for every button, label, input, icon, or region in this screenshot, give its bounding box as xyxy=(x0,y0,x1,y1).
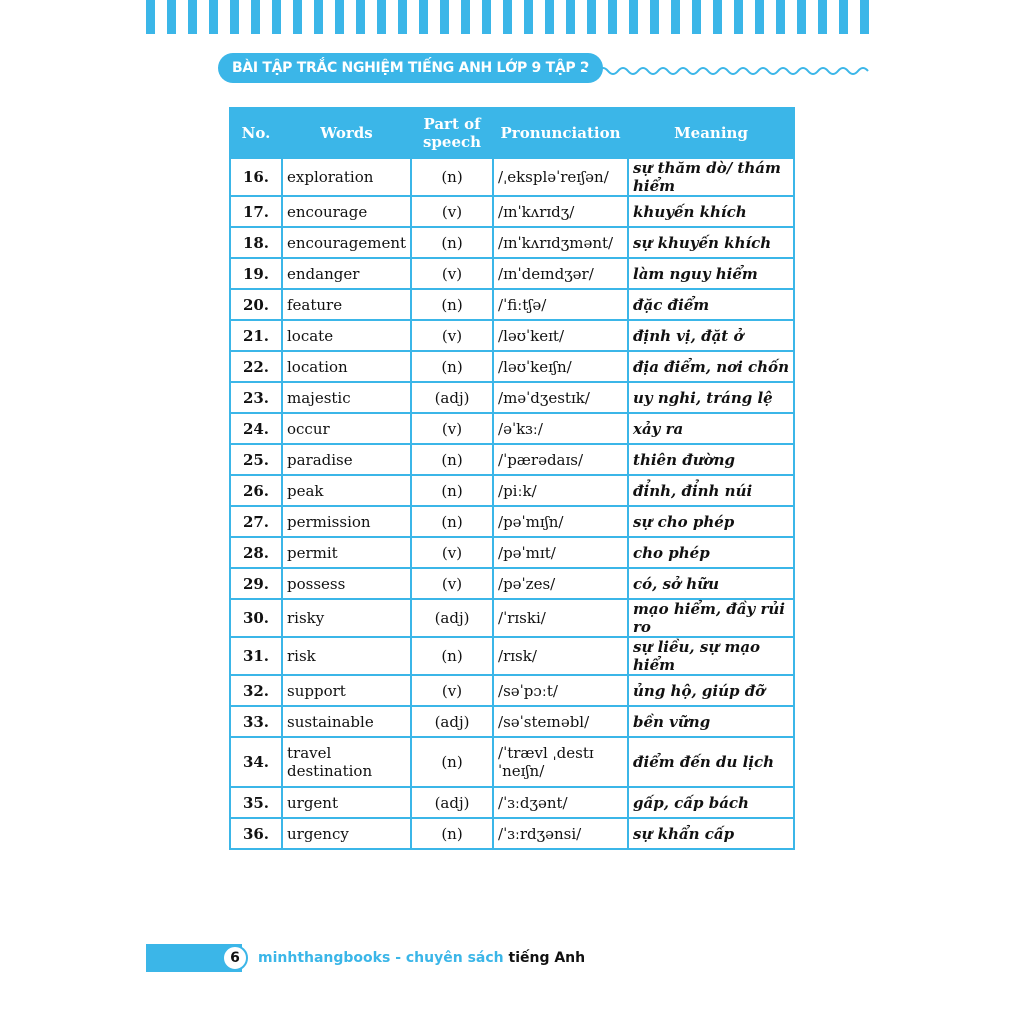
cell-meaning: uy nghi, tráng lệ xyxy=(628,382,794,413)
cell-part-of-speech: (n) xyxy=(411,637,493,675)
cell-part-of-speech: (v) xyxy=(411,196,493,227)
cell-pronunciation: /əˈkɜː/ xyxy=(493,413,628,444)
cell-meaning: có, sở hữu xyxy=(628,568,794,599)
table-row xyxy=(230,351,794,382)
cell-meaning: sự liều, sự mạo hiểm xyxy=(628,637,794,675)
cell-part-of-speech: (n) xyxy=(411,444,493,475)
cell-word: permission xyxy=(282,506,411,537)
cell-word: encouragement xyxy=(282,227,411,258)
cell-part-of-speech: (v) xyxy=(411,258,493,289)
table-row xyxy=(230,158,794,196)
cell-meaning: sự thăm dò/ thám hiểm xyxy=(628,158,794,196)
cell-pronunciation: /məˈdʒestɪk/ xyxy=(493,382,628,413)
cell-word: location xyxy=(282,351,411,382)
cell-meaning: mạo hiểm, đầy rủi ro xyxy=(628,599,794,637)
table-row xyxy=(230,706,794,737)
cell-meaning: điểm đến du lịch xyxy=(628,737,794,787)
top-stripes-decoration xyxy=(146,0,874,34)
cell-part-of-speech: (adj) xyxy=(411,382,493,413)
cell-pronunciation: /ləʊˈkeɪt/ xyxy=(493,320,628,351)
cell-pronunciation: /rɪsk/ xyxy=(493,637,628,675)
cell-part-of-speech: (n) xyxy=(411,227,493,258)
cell-meaning: đỉnh, đỉnh núi xyxy=(628,475,794,506)
cell-word: exploration xyxy=(282,158,411,196)
cell-no: 30. xyxy=(230,599,282,637)
table-row xyxy=(230,227,794,258)
cell-meaning: sự khuyến khích xyxy=(628,227,794,258)
table-row xyxy=(230,568,794,599)
cell-word: paradise xyxy=(282,444,411,475)
footer-brand-suffix: tiếng Anh xyxy=(508,950,586,966)
cell-no: 34. xyxy=(230,737,282,787)
cell-word: majestic xyxy=(282,382,411,413)
cell-no: 20. xyxy=(230,289,282,320)
cell-no: 19. xyxy=(230,258,282,289)
page-number: 6 xyxy=(222,945,248,971)
cell-meaning: sự khẩn cấp xyxy=(628,818,794,849)
cell-pronunciation: /səˈsteɪnəbl/ xyxy=(493,706,628,737)
cell-word: risky xyxy=(282,599,411,637)
table-row xyxy=(230,444,794,475)
cell-pronunciation: /pəˈmɪʃn/ xyxy=(493,506,628,537)
table-row xyxy=(230,737,794,787)
cell-meaning: bền vững xyxy=(628,706,794,737)
cell-part-of-speech: (n) xyxy=(411,351,493,382)
cell-no: 24. xyxy=(230,413,282,444)
cell-no: 33. xyxy=(230,706,282,737)
cell-word: feature xyxy=(282,289,411,320)
cell-pronunciation: /ˈtrævl ˌdestɪˈneɪʃn/ xyxy=(493,737,628,787)
cell-word: peak xyxy=(282,475,411,506)
footer-brand-name: minhthangbooks - chuyên sách xyxy=(258,950,504,966)
cell-word: possess xyxy=(282,568,411,599)
cell-word: permit xyxy=(282,537,411,568)
cell-part-of-speech: (adj) xyxy=(411,599,493,637)
cell-word: sustainable xyxy=(282,706,411,737)
table-row xyxy=(230,818,794,849)
table-row xyxy=(230,382,794,413)
cell-meaning: ủng hộ, giúp đỡ xyxy=(628,675,794,706)
table-row xyxy=(230,506,794,537)
cell-part-of-speech: (v) xyxy=(411,675,493,706)
col-header-words: Words xyxy=(282,108,411,158)
cell-pronunciation: /ləʊˈkeɪʃn/ xyxy=(493,351,628,382)
cell-meaning: sự cho phép xyxy=(628,506,794,537)
cell-pronunciation: /ˈɜːrdʒənsi/ xyxy=(493,818,628,849)
cell-no: 32. xyxy=(230,675,282,706)
cell-word: travel destination xyxy=(282,737,411,787)
cell-part-of-speech: (adj) xyxy=(411,787,493,818)
cell-meaning: định vị, đặt ở xyxy=(628,320,794,351)
cell-no: 28. xyxy=(230,537,282,568)
cell-pronunciation: /ɪnˈdeɪndʒər/ xyxy=(493,258,628,289)
cell-pronunciation: /ɪnˈkʌrɪdʒ/ xyxy=(493,196,628,227)
cell-meaning: gấp, cấp bách xyxy=(628,787,794,818)
cell-meaning: địa điểm, nơi chốn xyxy=(628,351,794,382)
cell-word: risk xyxy=(282,637,411,675)
cell-no: 31. xyxy=(230,637,282,675)
cell-word: support xyxy=(282,675,411,706)
cell-part-of-speech: (n) xyxy=(411,289,493,320)
cell-pronunciation: /pəˈmɪt/ xyxy=(493,537,628,568)
table-row xyxy=(230,196,794,227)
cell-word: encourage xyxy=(282,196,411,227)
cell-no: 16. xyxy=(230,158,282,196)
cell-pronunciation: /ˈrɪski/ xyxy=(493,599,628,637)
cell-meaning: khuyến khích xyxy=(628,196,794,227)
table-row xyxy=(230,787,794,818)
cell-part-of-speech: (n) xyxy=(411,818,493,849)
cell-no: 26. xyxy=(230,475,282,506)
cell-word: locate xyxy=(282,320,411,351)
col-header-part-of-speech: Part of speech xyxy=(411,108,493,158)
cell-no: 29. xyxy=(230,568,282,599)
book-title: BÀI TẬP TRẮC NGHIỆM TIẾNG ANH LỚP 9 TẬP 2 xyxy=(232,60,590,76)
cell-no: 35. xyxy=(230,787,282,818)
cell-part-of-speech: (n) xyxy=(411,506,493,537)
table-row xyxy=(230,637,794,675)
cell-pronunciation: /ɪnˈkʌrɪdʒmənt/ xyxy=(493,227,628,258)
cell-no: 21. xyxy=(230,320,282,351)
cell-word: urgent xyxy=(282,787,411,818)
cell-pronunciation: /ˌekspləˈreɪʃən/ xyxy=(493,158,628,196)
cell-word: urgency xyxy=(282,818,411,849)
cell-pronunciation: /ˈpærədaɪs/ xyxy=(493,444,628,475)
cell-part-of-speech: (n) xyxy=(411,158,493,196)
cell-meaning: thiên đường xyxy=(628,444,794,475)
cell-part-of-speech: (n) xyxy=(411,737,493,787)
table-row xyxy=(230,675,794,706)
cell-no: 22. xyxy=(230,351,282,382)
footer-brand xyxy=(258,948,585,968)
cell-no: 17. xyxy=(230,196,282,227)
cell-meaning: làm nguy hiểm xyxy=(628,258,794,289)
table-header-row xyxy=(230,108,794,158)
book-title-banner xyxy=(218,53,603,83)
table-row xyxy=(230,289,794,320)
table-row xyxy=(230,537,794,568)
cell-pronunciation: /ˈɜːdʒənt/ xyxy=(493,787,628,818)
cell-meaning: cho phép xyxy=(628,537,794,568)
cell-pronunciation: /piːk/ xyxy=(493,475,628,506)
cell-part-of-speech: (v) xyxy=(411,568,493,599)
col-header-no: No. xyxy=(230,108,282,158)
cell-no: 23. xyxy=(230,382,282,413)
table-row xyxy=(230,320,794,351)
col-header-meaning: Meaning xyxy=(628,108,794,158)
cell-meaning: xảy ra xyxy=(628,413,794,444)
cell-pronunciation: /pəˈzes/ xyxy=(493,568,628,599)
cell-meaning: đặc điểm xyxy=(628,289,794,320)
cell-part-of-speech: (v) xyxy=(411,537,493,568)
cell-no: 27. xyxy=(230,506,282,537)
cell-no: 18. xyxy=(230,227,282,258)
cell-part-of-speech: (n) xyxy=(411,475,493,506)
cell-word: endanger xyxy=(282,258,411,289)
table-row xyxy=(230,413,794,444)
cell-pronunciation: /səˈpɔːt/ xyxy=(493,675,628,706)
cell-part-of-speech: (v) xyxy=(411,413,493,444)
cell-no: 25. xyxy=(230,444,282,475)
vocabulary-table xyxy=(229,107,795,850)
table-row xyxy=(230,599,794,637)
table-row xyxy=(230,475,794,506)
cell-part-of-speech: (adj) xyxy=(411,706,493,737)
wave-decoration xyxy=(578,64,874,78)
cell-no: 36. xyxy=(230,818,282,849)
col-header-pronunciation: Pronunciation xyxy=(493,108,628,158)
cell-pronunciation: /ˈfiːtʃə/ xyxy=(493,289,628,320)
cell-word: occur xyxy=(282,413,411,444)
cell-part-of-speech: (v) xyxy=(411,320,493,351)
table-row xyxy=(230,258,794,289)
